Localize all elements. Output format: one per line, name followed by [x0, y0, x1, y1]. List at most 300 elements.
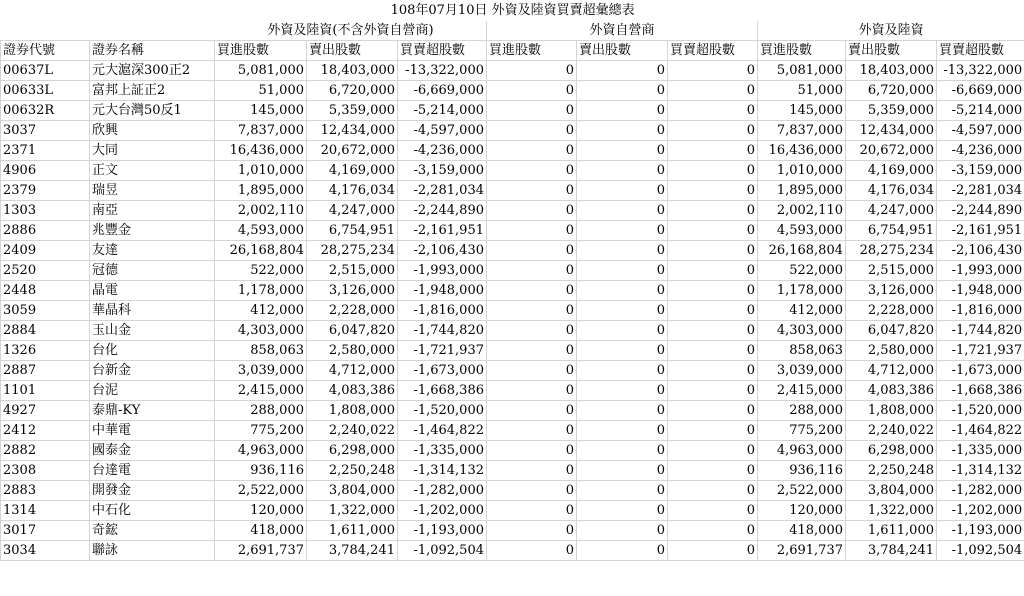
total-sell-shares-cell[interactable]: 6,754,951: [846, 221, 937, 241]
stock-code-cell[interactable]: 4906: [1, 161, 90, 181]
buy-shares-cell[interactable]: 858,063: [215, 341, 307, 361]
table-row: [1, 441, 1024, 461]
total-sell-shares-cell[interactable]: 4,176,034: [846, 181, 937, 201]
net-shares-cell[interactable]: -1,092,504: [398, 541, 487, 561]
buy-shares-cell[interactable]: 51,000: [215, 81, 307, 101]
group-header-foreign-total[interactable]: 外資及陸資: [758, 21, 1024, 41]
table-row: [1, 281, 1024, 301]
stock-code-cell[interactable]: 2448: [1, 281, 90, 301]
dealer-buy-shares-cell[interactable]: 0: [487, 401, 577, 421]
net-shares-cell[interactable]: -3,159,000: [398, 161, 487, 181]
buy-shares-cell[interactable]: 5,081,000: [215, 61, 307, 81]
table-row: [1, 261, 1024, 281]
total-buy-shares-cell[interactable]: 5,081,000: [758, 61, 846, 81]
dealer-sell-shares-cell[interactable]: 0: [577, 481, 668, 501]
total-sell-shares-cell[interactable]: 2,515,000: [846, 261, 937, 281]
dealer-net-shares-cell[interactable]: 0: [668, 181, 758, 201]
sell-shares-cell[interactable]: 2,240,022: [307, 421, 398, 441]
stock-code-cell[interactable]: 2409: [1, 241, 90, 261]
total-net-shares-cell[interactable]: -1,668,386: [937, 381, 1024, 401]
stock-name-cell[interactable]: 冠德: [90, 261, 215, 281]
sell-shares-cell[interactable]: 4,169,000: [307, 161, 398, 181]
dealer-buy-shares-cell[interactable]: 0: [487, 61, 577, 81]
stock-code-cell[interactable]: 1101: [1, 381, 90, 401]
dealer-buy-shares-cell[interactable]: 0: [487, 241, 577, 261]
buy-shares-cell[interactable]: 4,593,000: [215, 221, 307, 241]
sell-shares-cell[interactable]: 4,247,000: [307, 201, 398, 221]
dealer-buy-shares-cell[interactable]: 0: [487, 501, 577, 521]
total-buy-shares-cell[interactable]: 7,837,000: [758, 121, 846, 141]
sell-shares-cell[interactable]: 1,322,000: [307, 501, 398, 521]
column-header-buy[interactable]: 買進股數: [758, 41, 846, 61]
net-shares-cell[interactable]: -1,193,000: [398, 521, 487, 541]
dealer-net-shares-cell[interactable]: 0: [668, 361, 758, 381]
dealer-net-shares-cell[interactable]: 0: [668, 141, 758, 161]
total-sell-shares-cell[interactable]: 1,322,000: [846, 501, 937, 521]
buy-shares-cell[interactable]: 2,002,110: [215, 201, 307, 221]
net-shares-cell[interactable]: -4,236,000: [398, 141, 487, 161]
dealer-net-shares-cell[interactable]: 0: [668, 321, 758, 341]
total-buy-shares-cell[interactable]: 2,522,000: [758, 481, 846, 501]
sell-shares-cell[interactable]: 2,250,248: [307, 461, 398, 481]
column-header-net[interactable]: 買賣超股數: [398, 41, 487, 61]
net-shares-cell[interactable]: -4,597,000: [398, 121, 487, 141]
total-sell-shares-cell[interactable]: 1,808,000: [846, 401, 937, 421]
total-net-shares-cell[interactable]: -1,464,822: [937, 421, 1024, 441]
dealer-net-shares-cell[interactable]: 0: [668, 121, 758, 141]
net-shares-cell[interactable]: -1,993,000: [398, 261, 487, 281]
total-buy-shares-cell[interactable]: 51,000: [758, 81, 846, 101]
dealer-net-shares-cell[interactable]: 0: [668, 281, 758, 301]
dealer-net-shares-cell[interactable]: 0: [668, 301, 758, 321]
dealer-buy-shares-cell[interactable]: 0: [487, 361, 577, 381]
dealer-net-shares-cell[interactable]: 0: [668, 201, 758, 221]
dealer-buy-shares-cell[interactable]: 0: [487, 301, 577, 321]
total-sell-shares-cell[interactable]: 2,228,000: [846, 301, 937, 321]
sell-shares-cell[interactable]: 2,515,000: [307, 261, 398, 281]
stock-name-cell[interactable]: 聯詠: [90, 541, 215, 561]
stock-name-cell[interactable]: 泰鼎-KY: [90, 401, 215, 421]
buy-shares-cell[interactable]: 4,303,000: [215, 321, 307, 341]
net-shares-cell[interactable]: -1,520,000: [398, 401, 487, 421]
sell-shares-cell[interactable]: 6,298,000: [307, 441, 398, 461]
stock-code-cell[interactable]: 00633L: [1, 81, 90, 101]
buy-shares-cell[interactable]: 145,000: [215, 101, 307, 121]
buy-shares-cell[interactable]: 2,415,000: [215, 381, 307, 401]
stock-name-cell[interactable]: 南亞: [90, 201, 215, 221]
dealer-net-shares-cell[interactable]: 0: [668, 101, 758, 121]
stock-code-cell[interactable]: 2882: [1, 441, 90, 461]
stock-name-cell[interactable]: 富邦上証正2: [90, 81, 215, 101]
sell-shares-cell[interactable]: 6,720,000: [307, 81, 398, 101]
total-sell-shares-cell[interactable]: 4,712,000: [846, 361, 937, 381]
stock-name-cell[interactable]: 欣興: [90, 121, 215, 141]
sell-shares-cell[interactable]: 4,712,000: [307, 361, 398, 381]
total-net-shares-cell[interactable]: -1,673,000: [937, 361, 1024, 381]
stock-name-cell[interactable]: 台達電: [90, 461, 215, 481]
total-net-shares-cell[interactable]: -1,520,000: [937, 401, 1024, 421]
total-net-shares-cell[interactable]: -4,236,000: [937, 141, 1024, 161]
total-net-shares-cell[interactable]: -1,202,000: [937, 501, 1024, 521]
net-shares-cell[interactable]: -1,744,820: [398, 321, 487, 341]
sell-shares-cell[interactable]: 1,808,000: [307, 401, 398, 421]
stock-code-cell[interactable]: 4927: [1, 401, 90, 421]
group-header-blank-cell[interactable]: [90, 21, 215, 41]
stock-name-cell[interactable]: 元大滬深300正2: [90, 61, 215, 81]
dealer-buy-shares-cell[interactable]: 0: [487, 441, 577, 461]
total-sell-shares-cell[interactable]: 3,804,000: [846, 481, 937, 501]
sell-shares-cell[interactable]: 18,403,000: [307, 61, 398, 81]
net-shares-cell[interactable]: -6,669,000: [398, 81, 487, 101]
dealer-net-shares-cell[interactable]: 0: [668, 481, 758, 501]
stock-code-cell[interactable]: 00637L: [1, 61, 90, 81]
buy-shares-cell[interactable]: 412,000: [215, 301, 307, 321]
net-shares-cell[interactable]: -2,161,951: [398, 221, 487, 241]
total-sell-shares-cell[interactable]: 6,047,820: [846, 321, 937, 341]
dealer-net-shares-cell[interactable]: 0: [668, 341, 758, 361]
dealer-buy-shares-cell[interactable]: 0: [487, 321, 577, 341]
total-buy-shares-cell[interactable]: 412,000: [758, 301, 846, 321]
total-buy-shares-cell[interactable]: 2,691,737: [758, 541, 846, 561]
stock-name-cell[interactable]: 友達: [90, 241, 215, 261]
sell-shares-cell[interactable]: 4,176,034: [307, 181, 398, 201]
total-buy-shares-cell[interactable]: 4,963,000: [758, 441, 846, 461]
dealer-sell-shares-cell[interactable]: 0: [577, 201, 668, 221]
total-sell-shares-cell[interactable]: 3,784,241: [846, 541, 937, 561]
column-header-buy[interactable]: 買進股數: [487, 41, 577, 61]
stock-name-cell[interactable]: 台新金: [90, 361, 215, 381]
column-header-sell[interactable]: 賣出股數: [577, 41, 668, 61]
net-shares-cell[interactable]: -1,464,822: [398, 421, 487, 441]
group-header-foreign-dealers[interactable]: 外資自營商: [487, 21, 758, 41]
total-sell-shares-cell[interactable]: 3,126,000: [846, 281, 937, 301]
total-sell-shares-cell[interactable]: 20,672,000: [846, 141, 937, 161]
group-header-foreign-excl-dealers[interactable]: 外資及陸資(不含外資自營商): [215, 21, 487, 41]
sell-shares-cell[interactable]: 1,611,000: [307, 521, 398, 541]
total-net-shares-cell[interactable]: -1,335,000: [937, 441, 1024, 461]
dealer-sell-shares-cell[interactable]: 0: [577, 81, 668, 101]
dealer-buy-shares-cell[interactable]: 0: [487, 121, 577, 141]
buy-shares-cell[interactable]: 120,000: [215, 501, 307, 521]
total-net-shares-cell[interactable]: -1,721,937: [937, 341, 1024, 361]
dealer-sell-shares-cell[interactable]: 0: [577, 521, 668, 541]
dealer-sell-shares-cell[interactable]: 0: [577, 381, 668, 401]
buy-shares-cell[interactable]: 288,000: [215, 401, 307, 421]
dealer-net-shares-cell[interactable]: 0: [668, 541, 758, 561]
stock-name-cell[interactable]: 玉山金: [90, 321, 215, 341]
dealer-buy-shares-cell[interactable]: 0: [487, 521, 577, 541]
dealer-sell-shares-cell[interactable]: 0: [577, 461, 668, 481]
dealer-sell-shares-cell[interactable]: 0: [577, 341, 668, 361]
total-net-shares-cell[interactable]: -2,106,430: [937, 241, 1024, 261]
dealer-buy-shares-cell[interactable]: 0: [487, 101, 577, 121]
stock-code-cell[interactable]: 3059: [1, 301, 90, 321]
buy-shares-cell[interactable]: 4,963,000: [215, 441, 307, 461]
dealer-sell-shares-cell[interactable]: 0: [577, 121, 668, 141]
stock-name-cell[interactable]: 華晶科: [90, 301, 215, 321]
total-net-shares-cell[interactable]: -2,244,890: [937, 201, 1024, 221]
stock-code-cell[interactable]: 1303: [1, 201, 90, 221]
total-buy-shares-cell[interactable]: 2,415,000: [758, 381, 846, 401]
dealer-buy-shares-cell[interactable]: 0: [487, 341, 577, 361]
total-buy-shares-cell[interactable]: 4,593,000: [758, 221, 846, 241]
stock-code-cell[interactable]: 2379: [1, 181, 90, 201]
stock-code-cell[interactable]: 3034: [1, 541, 90, 561]
net-shares-cell[interactable]: -2,106,430: [398, 241, 487, 261]
dealer-sell-shares-cell[interactable]: 0: [577, 361, 668, 381]
total-sell-shares-cell[interactable]: 4,247,000: [846, 201, 937, 221]
stock-name-cell[interactable]: 大同: [90, 141, 215, 161]
column-header-sell[interactable]: 賣出股數: [307, 41, 398, 61]
net-shares-cell[interactable]: -1,721,937: [398, 341, 487, 361]
stock-name-cell[interactable]: 兆豐金: [90, 221, 215, 241]
sell-shares-cell[interactable]: 6,754,951: [307, 221, 398, 241]
stock-name-cell[interactable]: 元大台灣50反1: [90, 101, 215, 121]
total-buy-shares-cell[interactable]: 16,436,000: [758, 141, 846, 161]
total-sell-shares-cell[interactable]: 1,611,000: [846, 521, 937, 541]
column-header-name[interactable]: 證券名稱: [90, 41, 215, 61]
stock-code-cell[interactable]: 2883: [1, 481, 90, 501]
column-header-sell[interactable]: 賣出股數: [846, 41, 937, 61]
stock-name-cell[interactable]: 中華電: [90, 421, 215, 441]
dealer-net-shares-cell[interactable]: 0: [668, 501, 758, 521]
total-sell-shares-cell[interactable]: 5,359,000: [846, 101, 937, 121]
buy-shares-cell[interactable]: 775,200: [215, 421, 307, 441]
dealer-sell-shares-cell[interactable]: 0: [577, 221, 668, 241]
dealer-sell-shares-cell[interactable]: 0: [577, 321, 668, 341]
total-net-shares-cell[interactable]: -5,214,000: [937, 101, 1024, 121]
net-shares-cell[interactable]: -1,673,000: [398, 361, 487, 381]
dealer-buy-shares-cell[interactable]: 0: [487, 201, 577, 221]
dealer-buy-shares-cell[interactable]: 0: [487, 541, 577, 561]
total-buy-shares-cell[interactable]: 1,178,000: [758, 281, 846, 301]
stock-name-cell[interactable]: 國泰金: [90, 441, 215, 461]
total-net-shares-cell[interactable]: -1,948,000: [937, 281, 1024, 301]
dealer-buy-shares-cell[interactable]: 0: [487, 381, 577, 401]
total-buy-shares-cell[interactable]: 936,116: [758, 461, 846, 481]
group-header-blank-cell[interactable]: [1, 21, 90, 41]
buy-shares-cell[interactable]: 26,168,804: [215, 241, 307, 261]
total-sell-shares-cell[interactable]: 12,434,000: [846, 121, 937, 141]
dealer-net-shares-cell[interactable]: 0: [668, 421, 758, 441]
sell-shares-cell[interactable]: 28,275,234: [307, 241, 398, 261]
stock-name-cell[interactable]: 奇鋐: [90, 521, 215, 541]
total-buy-shares-cell[interactable]: 2,002,110: [758, 201, 846, 221]
dealer-sell-shares-cell[interactable]: 0: [577, 101, 668, 121]
total-net-shares-cell[interactable]: -1,282,000: [937, 481, 1024, 501]
total-buy-shares-cell[interactable]: 418,000: [758, 521, 846, 541]
total-net-shares-cell[interactable]: -6,669,000: [937, 81, 1024, 101]
total-buy-shares-cell[interactable]: 120,000: [758, 501, 846, 521]
sell-shares-cell[interactable]: 20,672,000: [307, 141, 398, 161]
total-net-shares-cell[interactable]: -1,314,132: [937, 461, 1024, 481]
dealer-net-shares-cell[interactable]: 0: [668, 221, 758, 241]
dealer-net-shares-cell[interactable]: 0: [668, 161, 758, 181]
stock-code-cell[interactable]: 3037: [1, 121, 90, 141]
total-buy-shares-cell[interactable]: 26,168,804: [758, 241, 846, 261]
total-buy-shares-cell[interactable]: 288,000: [758, 401, 846, 421]
stock-code-cell[interactable]: 1314: [1, 501, 90, 521]
stock-name-cell[interactable]: 台化: [90, 341, 215, 361]
dealer-net-shares-cell[interactable]: 0: [668, 81, 758, 101]
dealer-sell-shares-cell[interactable]: 0: [577, 141, 668, 161]
dealer-net-shares-cell[interactable]: 0: [668, 61, 758, 81]
total-buy-shares-cell[interactable]: 522,000: [758, 261, 846, 281]
sell-shares-cell[interactable]: 2,228,000: [307, 301, 398, 321]
dealer-sell-shares-cell[interactable]: 0: [577, 301, 668, 321]
net-shares-cell[interactable]: -5,214,000: [398, 101, 487, 121]
net-shares-cell[interactable]: -2,244,890: [398, 201, 487, 221]
total-sell-shares-cell[interactable]: 6,720,000: [846, 81, 937, 101]
dealer-sell-shares-cell[interactable]: 0: [577, 61, 668, 81]
total-net-shares-cell[interactable]: -13,322,000: [937, 61, 1024, 81]
net-shares-cell[interactable]: -1,282,000: [398, 481, 487, 501]
stock-name-cell[interactable]: 正文: [90, 161, 215, 181]
buy-shares-cell[interactable]: 2,691,737: [215, 541, 307, 561]
dealer-sell-shares-cell[interactable]: 0: [577, 281, 668, 301]
buy-shares-cell[interactable]: 7,837,000: [215, 121, 307, 141]
stock-name-cell[interactable]: 瑞昱: [90, 181, 215, 201]
stock-name-cell[interactable]: 中石化: [90, 501, 215, 521]
sell-shares-cell[interactable]: 12,434,000: [307, 121, 398, 141]
net-shares-cell[interactable]: -2,281,034: [398, 181, 487, 201]
stock-code-cell[interactable]: 2886: [1, 221, 90, 241]
table-row: [1, 541, 1024, 561]
sell-shares-cell[interactable]: 2,580,000: [307, 341, 398, 361]
stock-code-cell[interactable]: 2412: [1, 421, 90, 441]
net-shares-cell[interactable]: -1,202,000: [398, 501, 487, 521]
total-sell-shares-cell[interactable]: 4,169,000: [846, 161, 937, 181]
total-buy-shares-cell[interactable]: 858,063: [758, 341, 846, 361]
dealer-sell-shares-cell[interactable]: 0: [577, 401, 668, 421]
column-header-net[interactable]: 買賣超股數: [668, 41, 758, 61]
stock-code-cell[interactable]: 2520: [1, 261, 90, 281]
dealer-net-shares-cell[interactable]: 0: [668, 521, 758, 541]
buy-shares-cell[interactable]: 1,010,000: [215, 161, 307, 181]
net-shares-cell[interactable]: -1,314,132: [398, 461, 487, 481]
total-net-shares-cell[interactable]: -4,597,000: [937, 121, 1024, 141]
total-sell-shares-cell[interactable]: 2,250,248: [846, 461, 937, 481]
dealer-net-shares-cell[interactable]: 0: [668, 441, 758, 461]
dealer-sell-shares-cell[interactable]: 0: [577, 541, 668, 561]
total-net-shares-cell[interactable]: -1,744,820: [937, 321, 1024, 341]
stock-code-cell[interactable]: 2308: [1, 461, 90, 481]
total-buy-shares-cell[interactable]: 145,000: [758, 101, 846, 121]
net-shares-cell[interactable]: -1,668,386: [398, 381, 487, 401]
dealer-net-shares-cell[interactable]: 0: [668, 401, 758, 421]
dealer-sell-shares-cell[interactable]: 0: [577, 241, 668, 261]
column-header-net[interactable]: 買賣超股數: [937, 41, 1024, 61]
group-header-row: [1, 21, 1024, 41]
total-net-shares-cell[interactable]: -1,993,000: [937, 261, 1024, 281]
dealer-sell-shares-cell[interactable]: 0: [577, 261, 668, 281]
total-net-shares-cell[interactable]: -2,281,034: [937, 181, 1024, 201]
stock-code-cell[interactable]: 2887: [1, 361, 90, 381]
total-sell-shares-cell[interactable]: 4,083,386: [846, 381, 937, 401]
stock-code-cell[interactable]: 1326: [1, 341, 90, 361]
buy-shares-cell[interactable]: 1,178,000: [215, 281, 307, 301]
sell-shares-cell[interactable]: 6,047,820: [307, 321, 398, 341]
total-sell-shares-cell[interactable]: 18,403,000: [846, 61, 937, 81]
net-shares-cell[interactable]: -1,948,000: [398, 281, 487, 301]
buy-shares-cell[interactable]: 1,895,000: [215, 181, 307, 201]
sell-shares-cell[interactable]: 3,804,000: [307, 481, 398, 501]
total-buy-shares-cell[interactable]: 775,200: [758, 421, 846, 441]
total-buy-shares-cell[interactable]: 4,303,000: [758, 321, 846, 341]
dealer-sell-shares-cell[interactable]: 0: [577, 421, 668, 441]
dealer-net-shares-cell[interactable]: 0: [668, 261, 758, 281]
net-shares-cell[interactable]: -1,816,000: [398, 301, 487, 321]
stock-name-cell[interactable]: 晶電: [90, 281, 215, 301]
dealer-net-shares-cell[interactable]: 0: [668, 381, 758, 401]
sell-shares-cell[interactable]: 4,083,386: [307, 381, 398, 401]
dealer-buy-shares-cell[interactable]: 0: [487, 421, 577, 441]
table-row: [1, 161, 1024, 181]
buy-shares-cell[interactable]: 16,436,000: [215, 141, 307, 161]
dealer-sell-shares-cell[interactable]: 0: [577, 501, 668, 521]
dealer-buy-shares-cell[interactable]: 0: [487, 261, 577, 281]
buy-shares-cell[interactable]: 2,522,000: [215, 481, 307, 501]
table-row: [1, 181, 1024, 201]
sell-shares-cell[interactable]: 3,126,000: [307, 281, 398, 301]
buy-shares-cell[interactable]: 936,116: [215, 461, 307, 481]
total-net-shares-cell[interactable]: -1,092,504: [937, 541, 1024, 561]
buy-shares-cell[interactable]: 418,000: [215, 521, 307, 541]
sell-shares-cell[interactable]: 5,359,000: [307, 101, 398, 121]
stock-name-cell[interactable]: 台泥: [90, 381, 215, 401]
total-sell-shares-cell[interactable]: 2,240,022: [846, 421, 937, 441]
dealer-net-shares-cell[interactable]: 0: [668, 461, 758, 481]
dealer-buy-shares-cell[interactable]: 0: [487, 161, 577, 181]
stock-code-cell[interactable]: 2371: [1, 141, 90, 161]
stock-code-cell[interactable]: 3017: [1, 521, 90, 541]
total-sell-shares-cell[interactable]: 28,275,234: [846, 241, 937, 261]
total-net-shares-cell[interactable]: -3,159,000: [937, 161, 1024, 181]
total-net-shares-cell[interactable]: -1,193,000: [937, 521, 1024, 541]
buy-shares-cell[interactable]: 3,039,000: [215, 361, 307, 381]
total-net-shares-cell[interactable]: -1,816,000: [937, 301, 1024, 321]
column-header-code[interactable]: 證券代號: [1, 41, 90, 61]
buy-shares-cell[interactable]: 522,000: [215, 261, 307, 281]
total-buy-shares-cell[interactable]: 3,039,000: [758, 361, 846, 381]
dealer-buy-shares-cell[interactable]: 0: [487, 81, 577, 101]
dealer-buy-shares-cell[interactable]: 0: [487, 461, 577, 481]
stock-code-cell[interactable]: 2884: [1, 321, 90, 341]
stock-code-cell[interactable]: 00632R: [1, 101, 90, 121]
total-net-shares-cell[interactable]: -2,161,951: [937, 221, 1024, 241]
dealer-sell-shares-cell[interactable]: 0: [577, 161, 668, 181]
dealer-buy-shares-cell[interactable]: 0: [487, 141, 577, 161]
total-sell-shares-cell[interactable]: 6,298,000: [846, 441, 937, 461]
total-buy-shares-cell[interactable]: 1,010,000: [758, 161, 846, 181]
dealer-net-shares-cell[interactable]: 0: [668, 241, 758, 261]
net-shares-cell[interactable]: -1,335,000: [398, 441, 487, 461]
sell-shares-cell[interactable]: 3,784,241: [307, 541, 398, 561]
dealer-buy-shares-cell[interactable]: 0: [487, 221, 577, 241]
dealer-sell-shares-cell[interactable]: 0: [577, 441, 668, 461]
column-header-buy[interactable]: 買進股數: [215, 41, 307, 61]
total-buy-shares-cell[interactable]: 1,895,000: [758, 181, 846, 201]
dealer-buy-shares-cell[interactable]: 0: [487, 281, 577, 301]
dealer-buy-shares-cell[interactable]: 0: [487, 481, 577, 501]
stock-name-cell[interactable]: 開發金: [90, 481, 215, 501]
dealer-sell-shares-cell[interactable]: 0: [577, 181, 668, 201]
total-sell-shares-cell[interactable]: 2,580,000: [846, 341, 937, 361]
dealer-buy-shares-cell[interactable]: 0: [487, 181, 577, 201]
net-shares-cell[interactable]: -13,322,000: [398, 61, 487, 81]
table-row: [1, 421, 1024, 441]
table-title[interactable]: 108年07月10日 外資及陸資買賣超彙總表: [390, 2, 635, 18]
